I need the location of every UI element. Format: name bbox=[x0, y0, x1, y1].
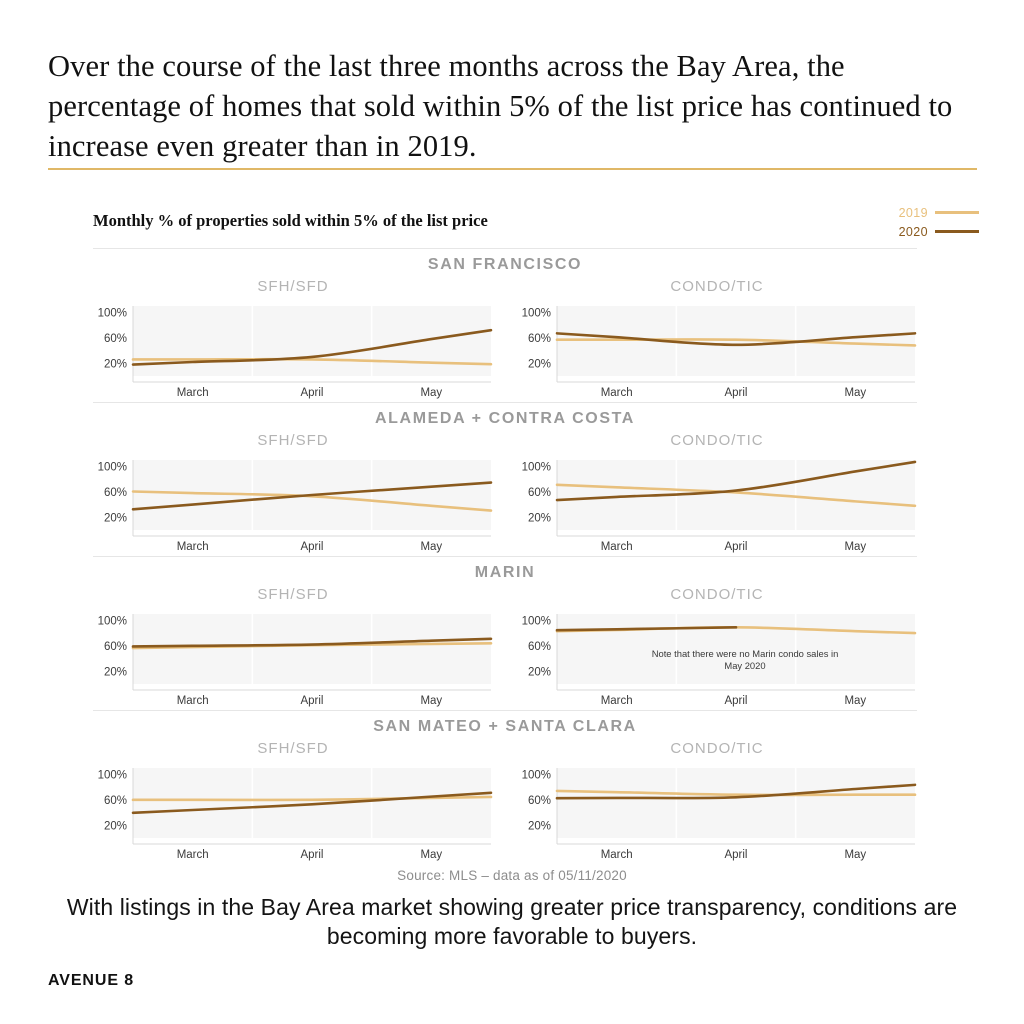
panel-title: SFH/SFD bbox=[257, 278, 329, 295]
legend-item-2020 bbox=[869, 222, 979, 241]
x-tick-label: March bbox=[600, 541, 633, 553]
y-tick-label: 60% bbox=[527, 486, 551, 499]
legend-label: 2019 bbox=[898, 205, 928, 220]
line-chart bbox=[517, 762, 917, 862]
x-tick-label: April bbox=[724, 541, 748, 553]
section-divider bbox=[93, 248, 917, 249]
chart-panel bbox=[517, 432, 917, 554]
line-chart bbox=[517, 300, 917, 400]
panel-title: CONDO/TIC bbox=[670, 278, 764, 295]
y-tick-label: 60% bbox=[103, 794, 127, 807]
y-tick-label: 100% bbox=[97, 461, 127, 474]
x-tick-label: May bbox=[420, 541, 443, 553]
y-tick-label: 60% bbox=[103, 486, 127, 499]
line-chart bbox=[93, 762, 493, 862]
region-label: ALAMEDA + CONTRA COSTA bbox=[375, 410, 635, 427]
x-tick-label: May bbox=[844, 541, 867, 553]
x-tick-label: May bbox=[420, 387, 443, 399]
y-tick-label: 20% bbox=[103, 820, 127, 833]
chart-panel bbox=[93, 740, 493, 862]
section-divider bbox=[93, 402, 917, 403]
x-tick-label: May bbox=[420, 695, 443, 707]
x-tick-label: April bbox=[300, 695, 324, 707]
y-tick-label: 20% bbox=[527, 820, 551, 833]
closing-statement: With listings in the Bay Area market showing greater price transparency, conditions are becoming more favorable to buyers. bbox=[66, 894, 958, 949]
line-chart bbox=[93, 608, 493, 708]
legend-item-2019 bbox=[869, 203, 979, 222]
chart-annotation-note: Note that there were no Marin condo sales in May 2020 bbox=[651, 648, 839, 671]
panel-title: SFH/SFD bbox=[257, 432, 329, 449]
legend-label: 2020 bbox=[898, 224, 928, 239]
x-tick-label: May bbox=[844, 695, 867, 707]
legend-color-swatch bbox=[935, 211, 979, 214]
chart-panel bbox=[93, 278, 493, 400]
plot-background bbox=[557, 768, 915, 838]
section-divider bbox=[93, 556, 917, 557]
y-tick-label: 60% bbox=[527, 640, 551, 653]
section-divider bbox=[93, 710, 917, 711]
x-tick-label: April bbox=[300, 849, 324, 861]
x-tick-label: April bbox=[300, 541, 324, 553]
x-tick-label: March bbox=[176, 387, 209, 399]
x-tick-label: April bbox=[724, 695, 748, 707]
y-tick-label: 100% bbox=[97, 307, 127, 320]
x-tick-label: March bbox=[176, 849, 209, 861]
y-tick-label: 60% bbox=[103, 640, 127, 653]
y-tick-label: 60% bbox=[527, 794, 551, 807]
panel-title: CONDO/TIC bbox=[670, 740, 764, 757]
y-tick-label: 20% bbox=[527, 512, 551, 525]
x-tick-label: May bbox=[844, 387, 867, 399]
x-tick-label: May bbox=[420, 849, 443, 861]
x-tick-label: April bbox=[300, 387, 324, 399]
y-tick-label: 20% bbox=[103, 666, 127, 679]
chart-legend bbox=[869, 203, 979, 241]
chart-panel bbox=[93, 432, 493, 554]
brand-wordmark: AVENUE 8 bbox=[48, 972, 135, 989]
chart-panel bbox=[517, 586, 917, 708]
plot-background bbox=[133, 614, 491, 684]
y-tick-label: 100% bbox=[521, 461, 551, 474]
x-tick-label: April bbox=[724, 849, 748, 861]
chart-panel bbox=[517, 740, 917, 862]
x-tick-label: April bbox=[724, 387, 748, 399]
region-label: SAN MATEO + SANTA CLARA bbox=[373, 718, 637, 735]
y-tick-label: 100% bbox=[97, 769, 127, 782]
line-chart bbox=[517, 454, 917, 554]
x-tick-label: March bbox=[600, 849, 633, 861]
panel-title: SFH/SFD bbox=[257, 586, 329, 603]
gold-divider-rule bbox=[48, 168, 977, 170]
plot-background bbox=[133, 306, 491, 376]
x-tick-label: March bbox=[600, 387, 633, 399]
region-label: MARIN bbox=[474, 564, 536, 581]
y-tick-label: 20% bbox=[103, 358, 127, 371]
page-headline: Over the course of the last three months across the Bay Area, the percentage of homes that sold within 5% of the list price has continued to increase even greater than in 2019. bbox=[48, 49, 953, 163]
panel-title: SFH/SFD bbox=[257, 740, 329, 757]
y-tick-label: 20% bbox=[103, 512, 127, 525]
y-tick-label: 60% bbox=[527, 332, 551, 345]
y-tick-label: 100% bbox=[521, 615, 551, 628]
y-tick-label: 100% bbox=[521, 769, 551, 782]
line-chart bbox=[93, 454, 493, 554]
chart-panel bbox=[93, 586, 493, 708]
panel-title: CONDO/TIC bbox=[670, 586, 764, 603]
y-tick-label: 20% bbox=[527, 358, 551, 371]
region-label: SAN FRANCISCO bbox=[427, 256, 583, 273]
y-tick-label: 100% bbox=[521, 307, 551, 320]
x-tick-label: March bbox=[600, 695, 633, 707]
y-tick-label: 60% bbox=[103, 332, 127, 345]
x-tick-label: March bbox=[176, 541, 209, 553]
panel-title: CONDO/TIC bbox=[670, 432, 764, 449]
y-tick-label: 20% bbox=[527, 666, 551, 679]
chart-block-title: Monthly % of properties sold within 5% of the list price bbox=[93, 211, 488, 230]
legend-color-swatch bbox=[935, 230, 979, 233]
source-note: Source: MLS – data as of 05/11/2020 bbox=[397, 868, 627, 883]
x-tick-label: March bbox=[176, 695, 209, 707]
chart-panel bbox=[517, 278, 917, 400]
y-tick-label: 100% bbox=[97, 615, 127, 628]
line-chart bbox=[93, 300, 493, 400]
x-tick-label: May bbox=[844, 849, 867, 861]
